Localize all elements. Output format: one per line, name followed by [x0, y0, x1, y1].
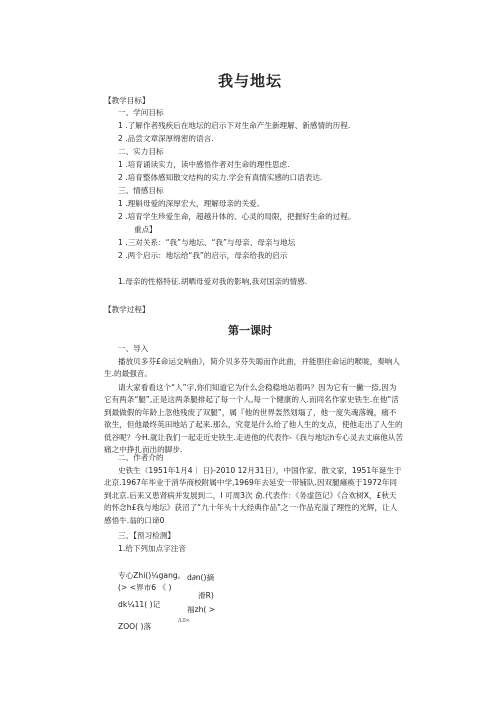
- key-item-1: 1 .三对关系：“我”与地坛、“我”与母亲、母亲与地坛: [118, 238, 296, 247]
- key-item-2: 2 .两个启示：地坛给“我”的启示，母亲给我的启示: [118, 251, 288, 260]
- ability-heading: 二、实力目标: [118, 147, 164, 156]
- fill-blank-b: (> <界市6 《 ): [118, 583, 172, 592]
- question-1: 1.给下列加点字注音: [118, 544, 186, 553]
- fill-blank-c: dk¼11( )记: [118, 600, 161, 609]
- lesson-title: 第一课时: [228, 324, 272, 337]
- knowledge-item-2: 2 .品尝文章深厚绵密的语言.: [118, 134, 214, 143]
- difficulty-text: 1.母亲的性格特征.胡晒母爱对我的影响,我对国亲的情感.: [118, 277, 308, 286]
- emotion-item-1: 1 .理斛母爱的深厚宏大，理解母亲的关爱。: [118, 199, 265, 208]
- page-title: 我与地坛: [217, 72, 282, 90]
- fill-blank-d: ZOO( )落: [118, 622, 152, 631]
- fill-blank-e: d∂n()摘: [187, 573, 215, 582]
- intro-paragraph-2: 请大家看看这个“人”字,你们知道它为什么会稳稳地站着吗？因为它有一撇一捺,因为它有两条“腿”,正是这两条腿排起了每一个人,每一个健康的人.而同名作家史铁生.在他“活到最做假的年龄上忽他残废了双腿”，属『他的世界轰然划塌了，他一度失魂落魄，痛不欲生，但他最终英田地站了起来.那么，究竟是什么给了他人生的支点，使他走出了人生的低谷呢？今H.就让我们一起走近史铁生.走进他的代表作-《我与地坛h专心灵去丈麻他从苦痛之中挣扎而出的脚步.: [104, 383, 403, 455]
- fill-blank-h: /L0×: [178, 618, 190, 624]
- ability-item-1: 1 .培育诵读实力，读中感悟作者对生命的理性思虑.: [118, 160, 290, 169]
- preview-heading: 三、【预习检测】: [118, 531, 175, 540]
- emotion-item-2: 2 .培育学生珍爱生命，超越升体的、心灵的局限，把握好生命的过程。: [118, 212, 356, 221]
- knowledge-item-1: 1 .了解作者残疾后在地坛的启示下对生命产生新理解、新感情的历程.: [118, 121, 351, 130]
- author-paragraph: 史铁生（1951年1月4｜ 日)-2010 12月31日），中国作家、散文家，1951年诞生于北京.1967年毕业于消华商校附属中学,1969年去延安一带铺队.因双腿瘫痪于1972年同到北京.后来又患肾病并发展到二，I 可周3次 俞.代表作：《务虚笆记》《合欢树X，£秋天的怀念h£我与地坛》获沼了“九十年头十大经典作品”之一·作品充溢了理性的光辉，让人感悟牛.翁的口谛0: [104, 466, 402, 525]
- process-header: 【教学过程】: [104, 305, 150, 314]
- fill-blank-g: 福zh( >: [187, 605, 216, 614]
- ability-item-2: 2 .培育整体感知散文结构的实力.学会有真情实感的口语表达.: [118, 173, 323, 182]
- author-heading: 二、作者介的: [118, 453, 164, 462]
- fill-blank-f: 滑R): [198, 591, 214, 600]
- key-heading: 重点】: [134, 225, 157, 234]
- intro-paragraph-1: 播放贝多芬£命运交响曲》，简介贝多芬失聪而作此曲，并能胆住命运的喉咙，奏响人生.的最强音。: [104, 357, 400, 379]
- intro-heading: 一、导入: [118, 344, 149, 353]
- emotion-heading: 三、情感目标: [118, 186, 164, 195]
- fill-blank-a: 专心Zhi()¼gang。: [118, 571, 186, 580]
- knowledge-heading: 一、学问目标: [118, 108, 164, 117]
- objectives-header: 【教学目标】: [104, 96, 150, 105]
